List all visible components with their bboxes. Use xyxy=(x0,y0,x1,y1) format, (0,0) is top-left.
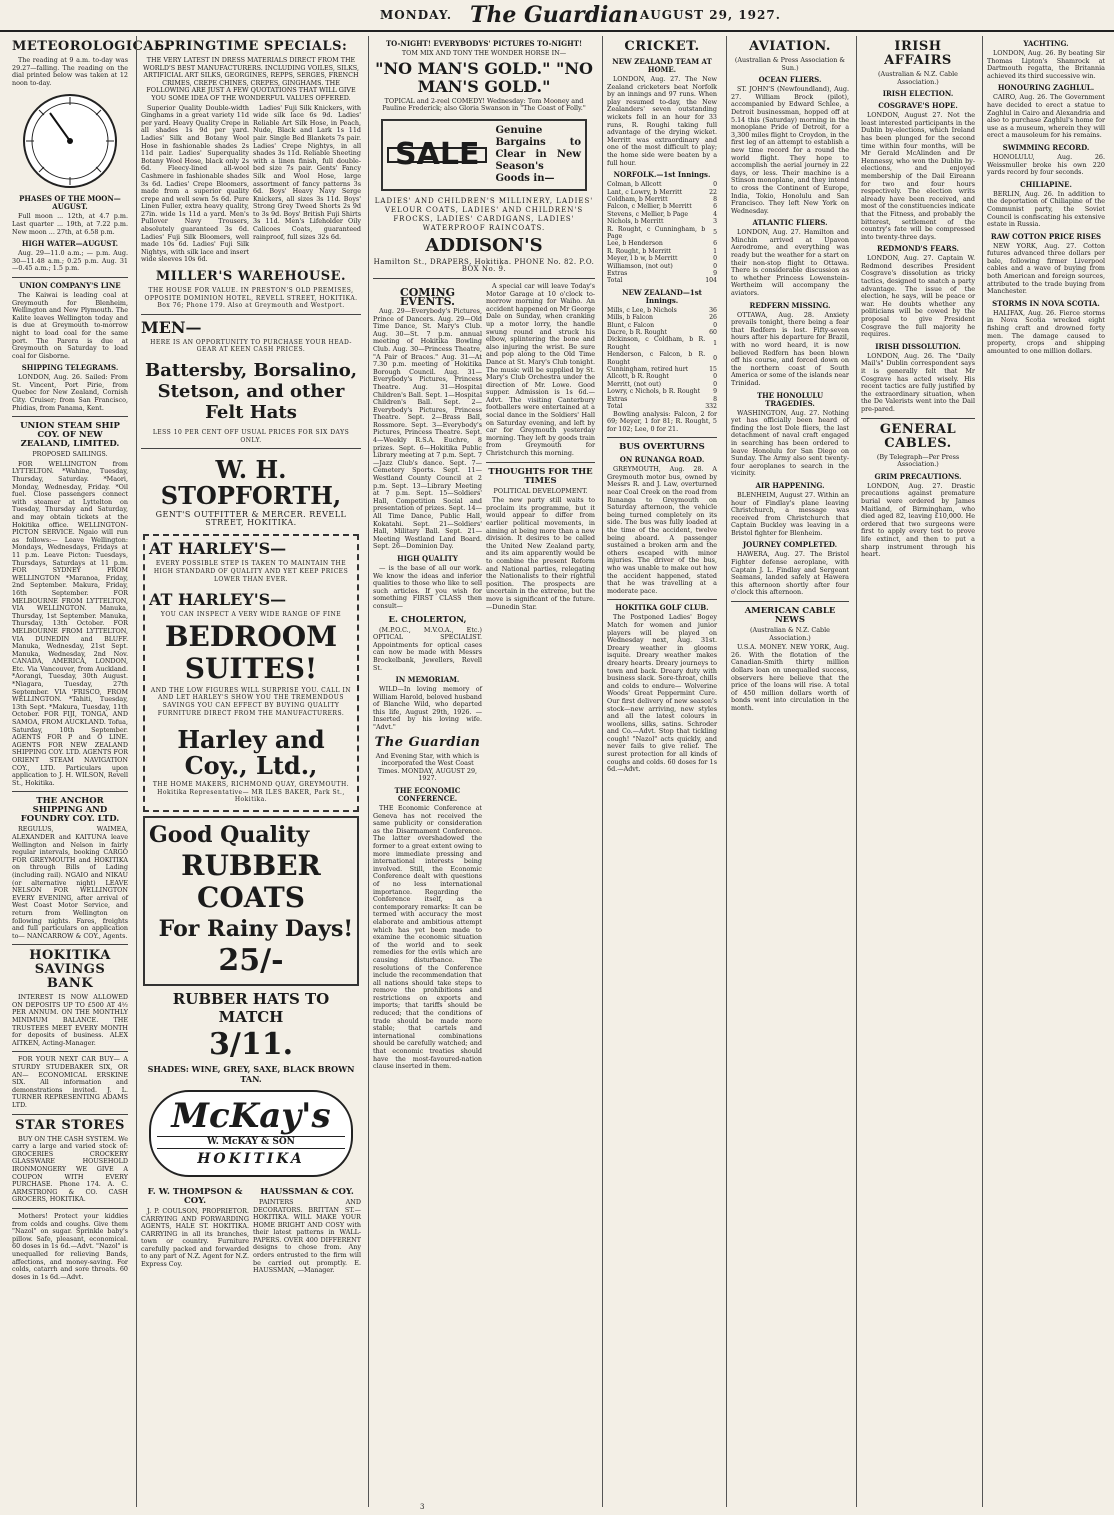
thompson-text: J. P. COULSON, PROPRIETOR. CARRYING AND FORWARDING AGENTS, HALE ST. HOKITIKA. CARRYING in all its branches, town or country. Furniture carefully packed and forwarded to any part of N.Z. Agent for N.Z. Express Coy. xyxy=(141,1206,249,1269)
scorecard-cell: 8 xyxy=(713,195,717,203)
scorecard-cell: Meyer, l b w, b Merritt xyxy=(607,255,678,263)
millers-heading: MILLER'S WAREHOUSE. xyxy=(155,269,347,285)
uss-sub: PROPOSED SAILINGS. xyxy=(32,450,108,459)
dissolution-text: LONDON, Aug. 26. The "Daily Mail's" Dublin correspondent says it is generally felt that Mr Cosgrave has acted wisely. His recent tactics are fully justified by the extraordinary situation, when the De Valerists went into the Dail pre-pared. xyxy=(861,351,975,413)
memoriam-heading: IN MEMORIAM. xyxy=(395,675,460,685)
nz-heading: NEW ZEALAND—1st Innings. xyxy=(622,287,702,305)
bus-sub: ON RUNANGA ROAD. xyxy=(619,455,705,465)
men-sub: HERE IS AN OPPORTUNITY TO PURCHASE YOUR HEAD-GEAR AT KEEN CASH PRICES. xyxy=(150,338,352,354)
haussman-heading: HAUSSMAN & COY. xyxy=(260,1186,354,1197)
scorecard-row xyxy=(607,277,717,284)
scorecard-cell: Cunningham, retired hurt xyxy=(607,366,689,374)
grim-heading: GRIM PRECAUTIONS. xyxy=(874,471,962,481)
bus-text: GREYMOUTH, Aug. 28. A Greymouth motor bus, owned by Messrs R. and J. Law, overturned near Coal Creek on the road from Runanga to Greymouth on Saturday afternoon, the vehicle being turned completely on its side. The bus was fully loaded at the time of the accident, twelve being aboard. A passenger sustained a broken arm and the others escaped with minor injuries. The driver of the bus, who was unable to make out how the accident happened, stated that he was travelling at a moderate pace. xyxy=(607,465,717,595)
scorecard-cell: 1 xyxy=(713,247,717,255)
journey-text: HAWERA, Aug. 27. The Bristol Fighter defense aeroplane, with Captain J. L. Findlay and Sergeant Seamans, landed safely at Hawera this afternoon shortly after four o'clock this afternoon. xyxy=(731,550,849,597)
golf-text: The Postponed Ladies' Bogey Match for women and junior players will be played on Wednesday next, Aug. 31st. Dreary weather in glooms isquite. Dreary weather makes dreary hearts. Dreary journeys to town and back. Dreary duty with business slack. Sore-throat, chills and colds to endure— Wolverine Woods' Great Peppermint Cure. Our first delivery of new season's stock—new arriving, new styles and all the latest colours in woollens, silks, satins. Schroder and Co.—Advt. Stop that tickling cough! "Nazol" acts quickly, and never fails to give relief. The surest protection for all kinds of coughs and colds. 60 doses for 1s 6d.—Advt. xyxy=(607,613,717,774)
bank-heading: HOKITIKA SAVINGS BANK xyxy=(29,948,111,992)
cosgrave-text: LONDON, August 27. Not the least interested participants in the Dublin by-elections, which Ireland has been plunged for the second time within four months, will be Mr Gerald McAlinden and Dr Hennessy, who won the Dublin by-elections, and enjoyed membership of the Dail Eireann for two and four hours respectively. The election writs already have been received, and most of the constituencies indicate that the Fitness, and probably the bitterest, settlement of the country's fate will be compressed into twenty-three days. xyxy=(861,111,975,241)
star-text: BUY ON THE CASH SYSTEM. We carry a large and varied stock of: GROCERIES CROCKERY GLASSWARE HOUSEHOLD IRONMONGERY WE GIVE A COUPON WITH EVERY PURCHASE. Phone 174. A. C. ARMSTRONG & CO. CASH GROCERS, HOKITIKA. xyxy=(12,1134,128,1204)
sale-items: LADIES' AND CHILDREN'S MILLINERY, LADIES' VELOUR COATS, LADIES' AND CHILDREN'S FROCKS, LADIES' CARDIGANS, LADIES' WATERPROOF RAINCOATS. xyxy=(374,196,594,232)
thoughts-sub: POLITICAL DEVELOPMENT. xyxy=(493,486,588,495)
air-heading: AIR HAPPENING. xyxy=(755,480,825,490)
cricket-sub: NEW ZEALAND TEAM AT HOME. xyxy=(612,57,712,74)
shades-text: SHADES: WINE, GREY, SAXE, BLACK BROWN TAN. xyxy=(147,1063,355,1084)
scorecard-row xyxy=(607,366,717,373)
atlantic-text: LONDON, Aug. 27. Hamilton and Minchin arrived at Upavon Aerodrome, and everything was ready but the weather for a start on their non-stop flight to Ottawa. There is considerable discussion as to whether Princess Lowenstein-Wertheim will accompany the aviators. xyxy=(731,228,849,298)
swimming-heading: SWIMMING RECORD. xyxy=(1002,142,1090,152)
spring-heading: SPRINGTIME SPECIALS: xyxy=(154,39,348,54)
rubber-hats-price: 3/11. xyxy=(208,1026,294,1062)
scorecard-row xyxy=(607,396,717,403)
scorecard-row xyxy=(607,381,717,388)
cotton-heading: RAW COTTON PRICE RISES xyxy=(990,231,1102,241)
norfolk-scorecard xyxy=(607,181,717,285)
irish-sub: (Australian & N.Z. Cable Association.) xyxy=(878,70,958,86)
cholerton-heading: E. CHOLERTON, xyxy=(388,614,467,625)
harley-heading: Harley and Coy., Ltd., xyxy=(177,725,325,781)
scorecard-cell: 26 xyxy=(709,314,717,322)
scorecard-cell: 5 xyxy=(713,229,717,237)
scorecard-cell: Merritt, (not out) xyxy=(607,380,661,388)
scorecard-row xyxy=(607,255,717,262)
scorecard-cell: 332 xyxy=(705,403,717,411)
scorecard-row xyxy=(607,336,717,351)
missing-text: OTTAWA, Aug. 28. Anxiety prevails tonight, there being a fear that Redfern is lost. Fifty-seven hours after his departure for Brazil, with no word heard, it is now believed Redfern has been blown off his course, and forced down on the northern coast of South America or some of the islands near Trinidad. xyxy=(731,310,849,387)
chile-heading: CHILIAPINE. xyxy=(1020,179,1072,189)
harleys1-heading: AT HARLEY'S— xyxy=(149,539,287,559)
scorecard-cell: 0 xyxy=(713,380,717,388)
rubber-coats-ad xyxy=(143,816,359,986)
scorecard-cell: Dacre, b R. Rought xyxy=(607,329,667,337)
scorecard-row xyxy=(607,218,717,225)
addison-sub: Hamilton St., DRAPERS, Hokitika. PHONE No. 82. P.O. BOX No. 9. xyxy=(373,257,595,274)
cotton-text: NEW YORK, Aug. 27. Cotton futures advanced three dollars per bale, following firmer Liverpool cables and a wave of buying from both American and foreign sources, attributed to the trade buying from Manchester. xyxy=(987,241,1105,296)
scorecard-cell: 0 xyxy=(713,181,717,189)
scorecard-cell: 60 xyxy=(709,329,717,337)
harleys2-heading: AT HARLEY'S— xyxy=(149,590,287,610)
scorecard-row xyxy=(607,314,717,321)
masthead-day: MONDAY. xyxy=(380,8,453,22)
chile-text: BERLIN, Aug. 26. In addition to the deportation of Chiliapine of the Communist party, the Soviet Council is confiscating his extensive estate in Russia. xyxy=(987,189,1105,229)
guardian-sub: And Evening Star, with which is incorporated the West Coast Times. MONDAY, AUGUST 29, 1927. xyxy=(375,751,480,783)
stopforth-sub: GENT'S OUTFITTER & MERCER. REVELL STREET, HOKITIKA. xyxy=(155,510,347,527)
general-sub: (By Telegraph—Per Press Association.) xyxy=(876,452,960,469)
scorecard-cell: 9 xyxy=(713,270,717,277)
swimming-text: HONOLULU, Aug. 26. Weissmuller broke his own 220 yards record by four seconds. xyxy=(987,152,1105,177)
storm-text: HALIFAX, Aug. 26. Fierce storms in Nova Scotia wrecked eight fishing craft and drowned forty men. The damage caused to property, crops and shipping amounted to one million dollars. xyxy=(987,308,1105,355)
atlantic-heading: ATLANTIC FLIERS. xyxy=(752,218,828,228)
coming-text: Aug. 29—Everybody's Pictures, Prince of Dancers. Aug. 29—Old Time Dance, St. Mary's Club. Aug. 30—St. 7 p.m. annual meeting of Hokitika Bowling Club. Aug. 30—Princess Theatre, "A Pair of Braces." Aug. 31—At 7.30 p.m. meeting of Hokitika Borough Council. Aug. 31—Everybody's Pictures, Princess Theatre. Aug. 31—Hospital Children's Ball. Sept. 1—Hospital Children's Ball. Sept. 2—Everybody's Pictures, Princess Theatre. Sept. 2—Brass Ball, Rossmore. Sept. 3—Everybody's Pictures, Princess Theatre. Sept. 4—Weekly R.S.A. Euchre, 8 prizes. Sept. 6—Hokitika Public Library meeting at 7 p.m. Sept. 7—Jazz Club's dance. Sept. 7—Cemetery Sports. Sept. 11—Westland County Council at 2 p.m. Sept. 13—Library Meeting at 7 p.m. Sept. 15—Soldiers' Hall, Competition Social and presentation of prizes. Sept. 14—All Time Dance, Public Hall, Kokatahi. Sept. 21—Soldiers' Hall, Military Ball. Sept. 21—Meeting Westland Land Board. Sept. 26—Dominion Day. xyxy=(373,306,482,551)
scorecard-cell: R. Rought, b Merritt xyxy=(607,247,672,255)
bank-text: INTEREST IS NOW ALLOWED ON DEPOSITS UP TO £500 AT 4½ PER ANNUM. ON THE MONTHLY MINIMUM BALANCE. THE TRUSTEES MEET EVERY MONTH for deposits of business. ALEX AITKEN, Acting-Manager. xyxy=(12,993,128,1047)
mckays-sub: W. McKAY & SON xyxy=(157,1136,345,1149)
rubber-line-3: For Rainy Days! xyxy=(158,915,353,942)
rubber-line-2: RUBBER COATS xyxy=(181,848,321,914)
sale-word: SALE xyxy=(387,147,487,163)
scorecard-cell: 36 xyxy=(709,306,717,314)
harleys1-text: EVERY POSSIBLE STEP IS TAKEN TO MAINTAIN THE HIGH STANDARD OF QUALITY AND YET KEEP PRICES LOWER THAN EVER. xyxy=(153,560,349,583)
scorecard-row xyxy=(607,351,717,366)
pictures-heading: TO-NIGHT! EVERYBODYS' PICTURES TO-NIGHT! xyxy=(385,39,583,48)
cable-heading: AMERICAN CABLE NEWS xyxy=(744,606,836,626)
grim-text: LONDON, Aug. 27. Drastic precautions against premature burial were ordered by James Maitland, of Birmingham, who died aged 82, leaving £10,000. He ordered that two surgeons were first to apply every test to prove life extinct, and then to put a sharp instrument through his heart. xyxy=(861,481,975,559)
millers-sub: THE HOUSE FOR VALUE. IN PRESTON'S OLD PREMISES, OPPOSITE DOMINION HOTEL, REVELL STREET, HOKITIKA. Box 76; Phone 179. Also at Greymouth and Westport. xyxy=(144,287,358,310)
cricket-text: LONDON, Aug. 27. The New Zealand cricketers beat Norfolk by an innings and 97 runs. When play resumed to-day, the New Zealanders' seven outstanding wickets fell in an hour for 33 runs, R. Roughi taking full advantage of the drying wicket. Merritt was extraordinary and one of the most difficult to play; the home side were beaten by a full hour. xyxy=(607,75,717,167)
scorecard-row xyxy=(607,203,717,210)
barometer-dial-icon xyxy=(20,91,120,191)
rubber-hats-heading: RUBBER HATS TO MATCH xyxy=(172,989,330,1026)
guardian-heading: The Guardian xyxy=(374,734,481,750)
bedroom-heading: BEDROOM SUITES! xyxy=(164,619,338,685)
addison-heading: ADDISON'S xyxy=(425,234,543,256)
scorecard-row xyxy=(607,181,717,188)
column-3 xyxy=(368,36,599,1507)
general-heading: GENERAL CABLES. xyxy=(879,421,957,451)
scorecard-cell: 3 xyxy=(713,218,717,226)
scorecard-row xyxy=(607,270,717,277)
scorecard-cell: Falcon, c Mellier, b Merritt xyxy=(607,203,692,211)
scorecard-row xyxy=(607,373,717,380)
shipping-heading: SHIPPING TELEGRAMS. xyxy=(21,363,119,373)
scorecard-row xyxy=(607,263,717,270)
pictures-sub: TOPICAL and 2-reel COMEDY! Wednesday: Tom Mooney and Pauline Frederick; also Gloria Swanson in "The Coast of Folly." xyxy=(382,96,586,113)
scorecard-cell: Dickinson, c Coldham, b R. Rought xyxy=(607,336,706,351)
thompson-heading: F. W. THOMPSON & COY. xyxy=(147,1186,243,1206)
honolulu-text: WASHINGTON, Aug. 27. Nothing yet has officially been heard of finding the lost Dole fliers, the last detachment of naval craft engaged in searching has been ordered to leave Honolulu for San Diego on Sunday. The Army also sent twenty-four aeroplanes to search in the vicinity. xyxy=(731,408,849,478)
anchor-text: REGULUS, WAIMEA, ALEXANDER and KAITUNA leave Wellington and Nelson in fairly regular intervals, booking CARGO FOR GREYMOUTH and HOKITIKA on through Bills of Lading (including rail). NGAIO and NIKAU (or alternative night) LEAVE NELSON FOR WELLINGTON EVERY EVENING, after arrival of West Coast Motor Service, and return from Wellington on following nights. Fares, freights and full particulars on application to— NANCARROW & COY., Agents. xyxy=(12,825,128,940)
masthead-title: The Guardian xyxy=(470,2,639,28)
scorecard-row xyxy=(607,211,717,218)
sale-ad xyxy=(381,119,587,191)
scorecard-cell: 8 xyxy=(713,395,717,403)
coming-heading: COMING EVENTS. xyxy=(399,285,456,308)
air-text: BLENHEIM, August 27. Within an hour of Findlay's plane leaving Christchurch, a message was received from Christchurch that Captain Buckley was leaving in a Bristol fighter for Blenheim. xyxy=(731,490,849,537)
scorecard-cell: Blunt, c Falcon xyxy=(607,321,655,329)
scorecard-cell: Lee, b Henderson xyxy=(607,240,663,248)
thoughts-heading: THOUGHTS FOR THE TIMES xyxy=(488,466,593,486)
rubber-price: 25/- xyxy=(218,942,284,978)
redmond-text: LONDON, Aug. 27. Captain W. Redmond describes President Cosgrave's dissolution as tricky tactics, designed to snatch a party advantage. The issue of the election, he says, will be peace or war. He doubts whether any politicians will be cowed by the proposal to give President Cosgrave the full majority he requires. xyxy=(861,254,975,339)
quality-text: — is the base of all our work. We know the ideas and inferior qualities to those who like to sell such articles. If you wish for something FIRST CLASS then consult— xyxy=(373,563,482,610)
scorecard-cell: Henderson, c Falcon, b R. Rought xyxy=(607,351,706,366)
golf-heading: HOKITIKA GOLF CLUB. xyxy=(615,603,709,613)
masthead-date: AUGUST 29, 1927. xyxy=(640,8,781,22)
column-5 xyxy=(726,36,853,1507)
redmond-heading: REDMOND'S FEARS. xyxy=(877,244,959,254)
scorecard-cell: Total xyxy=(607,277,623,285)
spring-right-list: Ladies' Fuji Silk Knickers, with wide silk lace 6s 9d. Ladies' Reliable Art Silk Hose, in Peach, Nude, Black and Lark 1s 11d pair. Single Bed Blankets 7s pair. Ladies' Crepe Nightys, in all shades 3s 11d. Reliable Sheeting with a linen finish, full double-bed size 7s pair. Gents' Fancy Silk and Wool Hose, large assortment of fancy patterns 3s 6d. Boys' Heavy Navy Serge Knickers, all sizes 3s 11d. Boys' Strong Grey Tweed Shorts 2s 9d to 3s 9d. Boys' British Fuji Shirts 3s 11d. Men's Lifeholder Oily Calicoes Coats, guaranteed rainproof, full sizes 32s 6d. xyxy=(253,103,361,241)
harley-sub: THE HOME MAKERS, RICHMOND QUAY, GREYMOUTH. Hokitika Representative— MR ILES BAKER, Park St., Hokitika. xyxy=(152,781,350,804)
uss-heading: UNION STEAM SHIP COY. OF NEW ZEALAND, LIMITED. xyxy=(20,421,120,450)
scorecard-cell: 9 xyxy=(713,388,717,396)
bedroom-text: AND THE LOW FIGURES WILL SURPRISE YOU. CALL IN AND LET HARLEY'S SHOW YOU THE TREMENDOUS SAVINGS YOU CAN EFFECT BY BUYING QUALITY FURNITURE DIRECT FROM THE MANUFACTURERS. xyxy=(150,686,352,717)
column-2 xyxy=(136,36,365,1507)
dissolution-heading: IRISH DISSOLUTION. xyxy=(875,341,961,351)
page-number: 3 xyxy=(420,1503,425,1511)
tide-text: Aug. 29—11.0 a.m.; — p.m. Aug. 30—11.48 a.m.; 0.25 p.m. Aug. 31—0.45 a.m.; 1.5 p.m. xyxy=(12,249,128,273)
zaghlul-text: CAIRO, Aug. 26. The Government have decided to erect a statue to Zaghlul in Cairo and Alexandria and also to purchase Zaghlul's home for use as a museum, wherein they will erect a mausoleum for his remains. xyxy=(987,93,1105,140)
nz-scorecard xyxy=(607,307,717,411)
cricket-heading: CRICKET. xyxy=(624,39,700,54)
harleys2-sub: YOU CAN INSPECT A VERY WIDE RANGE OF FINE xyxy=(160,611,342,619)
editorial-heading: THE ECONOMIC CONFERENCE. xyxy=(394,786,461,804)
scorecard-cell: 104 xyxy=(705,277,717,285)
scorecard-cell: R. Rought, c Cunningham, b Page xyxy=(607,225,706,240)
scorecard-cell: 0 xyxy=(713,255,717,263)
uss-text: FOR WELLINGTON from LYTTELTON. *Wahine, Tuesday, Thursday, Saturday. *Maori, Monday, Wednesday, Friday. *Oil fuel. Close passengers connect with steamer at Lyttelton on Tuesday, Thursday and Saturday, and may obtain tickets at the Hokitika office. WELLINGTON-PICTON SERVICE. Ngaio will run as follows:— Leave Wellington: Mondays, Wednesdays, Fridays at 11 p.m. Leave Picton: Tuesdays, Thursdays, Saturdays at 11 p.m. FOR SYDNEY FROM WELLINGTON *Maranoa, Friday, 2nd September. Makura, Friday, 16th September. FOR MELBOURNE FROM LYTTELTON, VIA WELLINGTON. Manuka, Thursday, 1st September. Manuka, Thursday, 13th October. FOR MELBOURNE FROM LYTTELTON, VIA DUNEDIN and BLUFF. Manuka, Wednesday, 21st Sept. Manuka, Wednesday, 2nd Nov. CANADA, AMERICA, LONDON, Etc. Via Vancouver, from Auckland. *Aorangi, Tuesday, 30th August. *Niagara, Tuesday, 27th September. VIA 'FRISCO, FROM WELLINGTON. *Tahiti, Tuesday, 13th Sept. *Makura, Tuesday, 11th October. FOR FIJI, TONGA, AND SAMOA, FROM AUCKLAND. Tofua, Saturday, 10th September. AGENTS FOR P and O LINE. AGENTS FOR NEW ZEALAND SHIPPING COY. LTD. AGENTS FOR ORIENT STEAM NAVIGATION COY., LTD. Particulars upon application to J. H. WILSON, Revell St., Hokitika. xyxy=(12,459,128,787)
hats-heading: Battersby, Borsalino, Stetson, and other Felt Hats xyxy=(145,360,357,423)
mckays-place: HOKITIKA xyxy=(197,1150,305,1167)
tide-heading: HIGH WATER—AUGUST. xyxy=(21,239,119,249)
scorecard-cell: 0 xyxy=(713,262,717,270)
scorecard-cell: 15 xyxy=(709,366,717,374)
scorecard-row xyxy=(607,248,717,255)
scorecard-cell: Williamson, (not out) xyxy=(607,262,673,270)
haussman-text: PAINTERS AND DECORATORS. BRITTAN ST.—HOKITIKA. WILL MAKE YOUR HOME BRIGHT AND COSY with their latest patterns in WALL-PAPERS. OVER 400 DIFFERENT designs to chose from. Any orders entrusted to the firm will be carried out promptly. E. HAUSSMAN, —Manager. xyxy=(253,1197,361,1275)
gold-heading: "NO MAN'S GOLD." "NO MAN'S GOLD." xyxy=(375,58,593,96)
scorecard-row xyxy=(607,226,717,241)
scorecard-cell: Lant, c Lowry, b Merritt xyxy=(607,188,683,196)
scorecard-row xyxy=(607,322,717,329)
aviation-heading: AVIATION. xyxy=(749,39,831,54)
column-6 xyxy=(856,36,979,1507)
scorecard-row xyxy=(607,240,717,247)
anchor-heading: THE ANCHOR SHIPPING AND FOUNDRY COY. LTD. xyxy=(20,796,120,825)
studebaker-text: FOR YOUR NEXT CAR BUY— A STURDY STUDEBAKER SIX, OR AN— ECONOMICAL ERSKINE SIX. All information and demonstrations invited. J. L. TURNER REPRESENTING ADAMS LTD. xyxy=(12,1055,128,1109)
harleys-ad xyxy=(143,534,359,812)
masthead xyxy=(0,0,1114,32)
scorecard-cell: 4 xyxy=(713,210,717,218)
scorecard-cell: Mills, b Falcon xyxy=(607,314,654,322)
stopforth-heading: W. H. STOPFORTH, xyxy=(160,455,342,511)
union-text: The Kaiwai is leading coal at Greymouth for Blenheim, Wellington and New Plymouth. The Kalite leaves Wellington today and is due at Greymouth to-morrow night to load coal for the same port. The Parera is due at Greymouth on Saturday to load coal for Gisborne. xyxy=(12,290,128,360)
aviation-sub: (Australian & Press Association & Sun.) xyxy=(734,56,846,72)
memoriam-text: WILD—In loving memory of William Harold, beloved husband of Blanche Wild, who departed this life, August 29th, 1926. —Inserted by his loving wife. "Advt." xyxy=(373,685,482,732)
journey-heading: JOURNEY COMPLETED. xyxy=(742,540,838,550)
yachting-heading: YACHTING. xyxy=(1023,39,1069,48)
scorecard-cell: Mills, c Lee, b Nichols xyxy=(607,306,677,314)
scorecard-cell: Allcott, b R. Rought xyxy=(607,373,669,381)
column-7 xyxy=(982,36,1109,1507)
thoughts-text: The new party still waits to proclaim its programme, but it would appear to differ from earlier political movements, in aiming at being more than a new division. It desires to be called the United New Zealand party, and its aim apparently would be to combine the present Reform and National parties, relegating the Nationalists to their rightful position. The prospects are uncertain in the extreme, but the move is significant of the future. —Dunedin Star. xyxy=(486,496,595,611)
rubber-line-1: Good Quality xyxy=(149,821,310,848)
nazol-text: Mothers! Protect your kiddies from colds and coughs. Give them "Nazol" on sugar. Sprinkle baby's pillow. Safe, pleasant, economical. 60 doses in 1s 6d.—Advt. "Nazol" is unequalled for relieving Bands, affections, and money-saving. For colds, catarrh and sore throats. 60 doses in 1s 6d.—Advt. xyxy=(12,1211,128,1281)
scorecard-row xyxy=(607,196,717,203)
scorecard-cell: 0 xyxy=(713,354,717,362)
scorecard-cell: Total xyxy=(607,403,623,411)
spring-left-list: Superior Quality Double-width Ginghams in a great variety 11d per yard. Heavy Quality Crepe in all shades 1s 9d per yard. Ladies' Silk and Botany Wool Hose in fashionable shades 2s 11d pair. Ladies' Superquality Botany Wool Hose, black only 2s 6d. Fleecy-lined all-wool Cashmere in fashionable shades 3s 6d. Ladies' Crepe Bloomers, made from a superior quality crepe and well sewn 5s 6d. Pure Linen Fuller, extra heavy quality, 27in. wide 1s 11d a yard. Men's Pullover Navy Trousers, absolutely guaranteed 3s 6d. Ladies' Fuji Silk Bloomers, well made 10s 6d. Ladies' Fuji Silk Nightys, with silk lace and insert wide sleeves 10s 6d. xyxy=(141,103,249,264)
mckays-logo xyxy=(149,1090,353,1177)
scorecard-row xyxy=(607,329,717,336)
column-1 xyxy=(8,36,169,1507)
shipping-text: LONDON, Aug. 26. Sailed: From St. Vincent, Port Pirie, from Quebec for New Zealand, Cornish City. Cruiser; from San Francisco, Phidias, from Panama, Kent. xyxy=(12,373,128,412)
scorecard-cell: 0 xyxy=(713,321,717,329)
ocean-text: ST. JOHN'S (Newfoundland), Aug. 27. William Brock (pilot), accompanied by Edward Schlee, a Detroit businessman, hopped off at 5.14 this (Saturday) morning in the monoplane Pride of Detroit, for a 3,300 miles flight to Croydon, in the first leg of an attempt to establish a new time record for a round the world flight. They hope to accomplish the aerial journey in 22 days, or less. Their machine is a Stinson monoplane, and they intend to cross the Continent of Europe, India, Tokio, Honolulu and San Francisco. They left New York on Wednesday. xyxy=(731,85,849,215)
scorecard-cell: Extras xyxy=(607,395,628,403)
met-heading: METEOROLOGICAL. xyxy=(12,39,169,54)
scorecard-cell: Extras xyxy=(607,270,628,277)
missing-heading: REDFERN MISSING. xyxy=(749,300,831,310)
cable-sub: (Australian & N.Z. Cable Association.) xyxy=(750,626,830,642)
editorial-text: THE Economic Conference at Geneva has not received the same publicity or consideration as the Disarmament Conference. The latter overshadowed the former to a great extent owing to more immediate pressing and international interests being involved. Still, the Economic Conference dealt with questions of no less international importance. Regarding the Conference itself, as a contemporary remarks: It can be termed with accuracy the most elaborate and ambitious attempt which has yet been made to examine the economic situation of the world and to seek remedies for the evils which are causing disturbance. The resolutions of the Conference include the recommendation that all nations should take steps to remove the prohibitions and restrictions on exports and imports; that tariffs should be reduced; that the conditions of trade should be made more stable; that cartels and international combinations should be carefully watched; and that economic treaties should have the most-favoured-nation clause inserted in them. xyxy=(373,804,482,1071)
moon-heading: PHASES OF THE MOON—AUGUST. xyxy=(19,194,121,212)
mckays-title: McKay's xyxy=(171,1095,331,1136)
men-heading: MEN— xyxy=(141,317,202,337)
scorecard-cell: Colman, b Allcott xyxy=(607,181,662,189)
hats-sub: LESS 10 PER CENT OFF USUAL PRICES FOR SIX DAYS ONLY. xyxy=(152,429,350,444)
moon-text: Full moon ... 12th, at 4.7 p.m. Last quarter ... 19th, at 7.22 p.m. New moon ... 27th, at 6.58 p.m. xyxy=(12,212,128,236)
scorecard-cell: Coldham, b Merritt xyxy=(607,195,668,203)
honolulu-heading: THE HONOLULU TRAGEDIES. xyxy=(756,390,824,408)
column-4 xyxy=(602,36,721,1507)
met-text: The reading at 9 a.m. to-day was 29.27—falling. The reading on the dial printed below was taken at 12 noon to-day. xyxy=(12,56,128,87)
local-news-text: A special car will leave Today's Motor Garage at 10 o'clock to-morrow morning for Waiho. An accident happened on Mr George Dale on Sunday, when cranking up a motor lorry, the handle swung round and struck his elbow, splintering the bone and also injuring the wrist. Be sure and pop along to the Old Time Dance at St. Mary's Club tonight. The music will be supplied by St. Mary's Club Orchestra under the direction of Mr. Lowe. Good supper. Admission is 1s 6d.—Advt. The visiting Canterbury footballers were entertained at a social dance in the Soldiers' Hall on Saturday evening, and left by car for Greymouth yesterday morning. They left by goods train from Greymouth for Christchurch this morning. xyxy=(486,281,595,458)
spring-sub: THE VERY LATEST IN DRESS MATERIALS DIRECT FROM THE WORLD'S BEST MANUFACTURERS. INCLUDING VOILES, SILKS, ARTIFICIAL ART SILKS, GEORGINES, REPPS, SERGES, FRENCH CRIMES, CREPE CHINES, CREPES, GINGHAMS. THE FOLLOWING ARE JUST A FEW QUOTATIONS THAT WILL GIVE YOU SOME IDEA OF THE WONDERFUL VALUES OFFERED. xyxy=(142,56,359,102)
scorecard-cell: 1 xyxy=(713,340,717,348)
scorecard-row xyxy=(607,307,717,314)
zaghlul-heading: HONOURING ZAGHLUL. xyxy=(997,83,1095,93)
sale-text: Genuine Bargains to Clear in New Season's Goods in— xyxy=(495,124,581,184)
scorecard-cell: Stevens, c Mellier, b Page xyxy=(607,210,689,218)
scorecard-cell: 6 xyxy=(713,203,717,211)
norfolk-heading: NORFOLK.—1st Innings. xyxy=(613,170,711,180)
cable-text: U.S.A. MONEY. NEW YORK, Aug. 26. With the flotation of the Canadian-Smith thirty million dollars loan on unequalled success, observers here believe that the price of the loans will rise. A total of 450 million dollars worth of bonds went into circulation in the month. xyxy=(731,643,849,712)
ocean-heading: OCEAN FLIERS. xyxy=(758,75,822,85)
bus-heading: BUS OVERTURNS xyxy=(619,442,705,453)
star-heading: STAR STORES xyxy=(15,1117,125,1133)
yachting-text: LONDON, Aug. 26. By beating Sir Thomas Lipton's Shamrock at Dartmouth regatta, the Britannia achieved its third successive win. xyxy=(987,49,1105,80)
pictures-text: TOM MIX AND TONY THE WONDER HORSE IN— xyxy=(401,49,567,57)
election-heading: IRISH ELECTION. xyxy=(882,89,954,99)
scorecard-cell: 0 xyxy=(713,373,717,381)
cosgrave-heading: COSGRAVE'S HOPE. xyxy=(878,101,958,111)
scorecard-row xyxy=(607,388,717,395)
scorecard-cell: 6 xyxy=(713,240,717,248)
union-heading: UNION COMPANY'S LINE xyxy=(19,280,121,290)
bowling-text: Bowling analysis: Falcon, 2 for 69; Meyer, 1 for 81; R. Rought, 5 for 102; Lee, 0 for 21. xyxy=(607,409,717,433)
scorecard-row xyxy=(607,189,717,196)
cholerton-text: (M.P.O.C., M.V.O.A., Etc.) OPTICAL SPECIALIST. Appointments for optical cases can now be made with Messrs Brockelbank, Jewellers, Revell St. xyxy=(373,625,482,672)
scorecard-cell: 22 xyxy=(709,188,717,196)
irish-heading: IRISH AFFAIRS xyxy=(884,39,952,68)
quality-heading: HIGH QUALITY xyxy=(397,553,458,563)
storm-heading: STORMS IN NOVA SCOTIA. xyxy=(992,298,1100,308)
scorecard-cell: Lowry, c Nichols, b R. Rought xyxy=(607,388,701,396)
scorecard-cell: Nichols, b Merritt xyxy=(607,218,664,226)
